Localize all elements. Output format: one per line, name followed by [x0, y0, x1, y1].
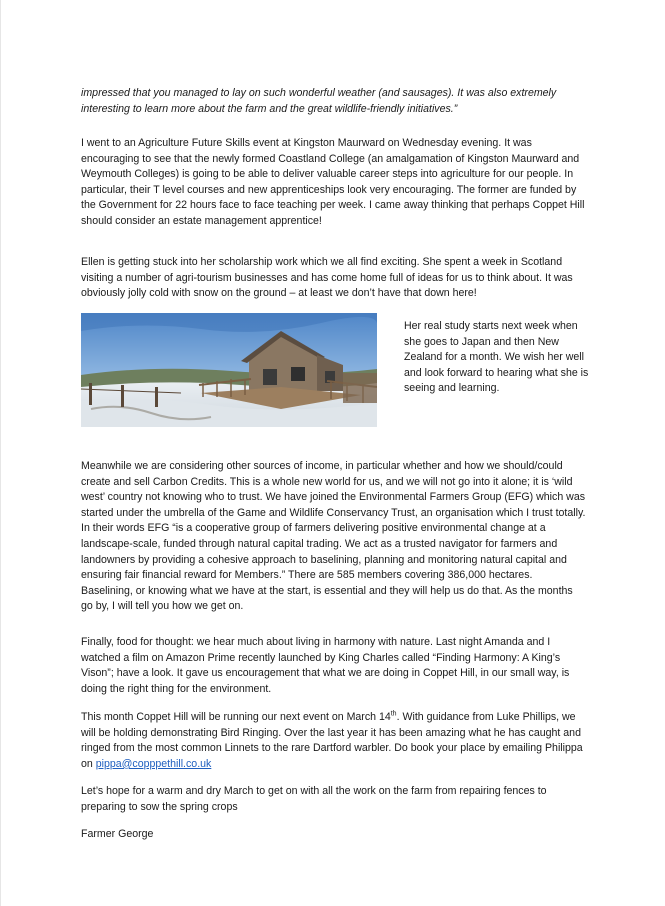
event-paragraph [81, 710, 586, 772]
weather-paragraph: Let’s hope for a warm and dry March to get on with all the work on the farm from repairing fences to preparing to sow the spring crops [81, 785, 547, 813]
carbon-credits-paragraph: Meanwhile we are considering other sources of income, in particular whether and how we should/could create and sell Carbon Credits. This is a whole new world for us, and we will not go into it alone; it is ‘wild west’ country not knowing who to trust. We have joined the Environmental Farmers Group (EFG) which was started under the umbrella of the Game and Wildlife Conservancy Trust, an organisation which I trust totally. In their words EFG “is a cooperative group of farmers delivering positive environmental change at a landscape-scale, funded through natural capital trading. We act as a trusted navigator for farmers and landowners by providing a cohesive approach to baselining, planning and monitoring natural capital and ensuring fair financial reward for Members.” There are 585 members covering 386,000 hectares. Baselining, or knowing what we have at the start, is essential and they will help us do that. As the months go by, I will tell you how we get on. [81, 460, 586, 613]
email-link[interactable]: pippa@copppethill.co.uk [95, 757, 212, 770]
skills-event-paragraph: I went to an Agriculture Future Skills event at Kingston Maurward on Wednesday evening. It was encouraging to see that the newly formed Coastland College (an amalgamation of Kingston Maurward and Weymouth Colleges) is going to be able to deliver valuable career steps into agriculture for our people. In particular, their T level courses and new apprenticeships look very encouraging. The former are funded by the Government for 22 hours face to face teaching per week. I came away thinking that perhaps Coppet Hill should consider an estate management apprentice! [81, 137, 585, 227]
harmony-paragraph: Finally, food for thought: we hear much about living in harmony with nature. Last night Amanda and I watched a film on Amazon Prime recently launched by King Charles called “Finding Harmony: A King’s Vison”; have a look. It gave us encouragement that what we are doing in Coppet Hill, in our small way, is doing the right thing for the environment. [81, 636, 570, 695]
event-text-end: . With guidance from Luke Phillips, we will be holding demonstrating Bird Ringing. Over the last year it has been amazing what he has caught and ringed from the most common Linnets to the rare Dartford warbler. Do book your place by emailing Philippa on [81, 711, 583, 770]
side-caption-text: Her real study starts next week when she goes to Japan and then New Zealand for a month. We wish her well and look forward to hearing what she is seeing and learning. [404, 320, 589, 395]
farm-building-photo [81, 313, 377, 427]
date-suffix: th [390, 710, 397, 718]
signoff: Farmer George [81, 828, 154, 840]
scholarship-paragraph: Ellen is getting stuck into her scholarship work which we all find exciting. She spent a week in Scotland visiting a number of agri-tourism businesses and has come home full of ideas for us to think about. It was obviously jolly cold with snow on the ground – at least we don’t have that down here! [81, 256, 573, 300]
quote-closing-paragraph: impressed that you managed to lay on such wonderful weather (and sausages). It was also extremely interesting to learn more about the farm and the great wildlife-friendly initiatives.” [81, 87, 557, 115]
event-text-start: This month Coppet Hill will be running our next event on March 14 [81, 711, 391, 723]
